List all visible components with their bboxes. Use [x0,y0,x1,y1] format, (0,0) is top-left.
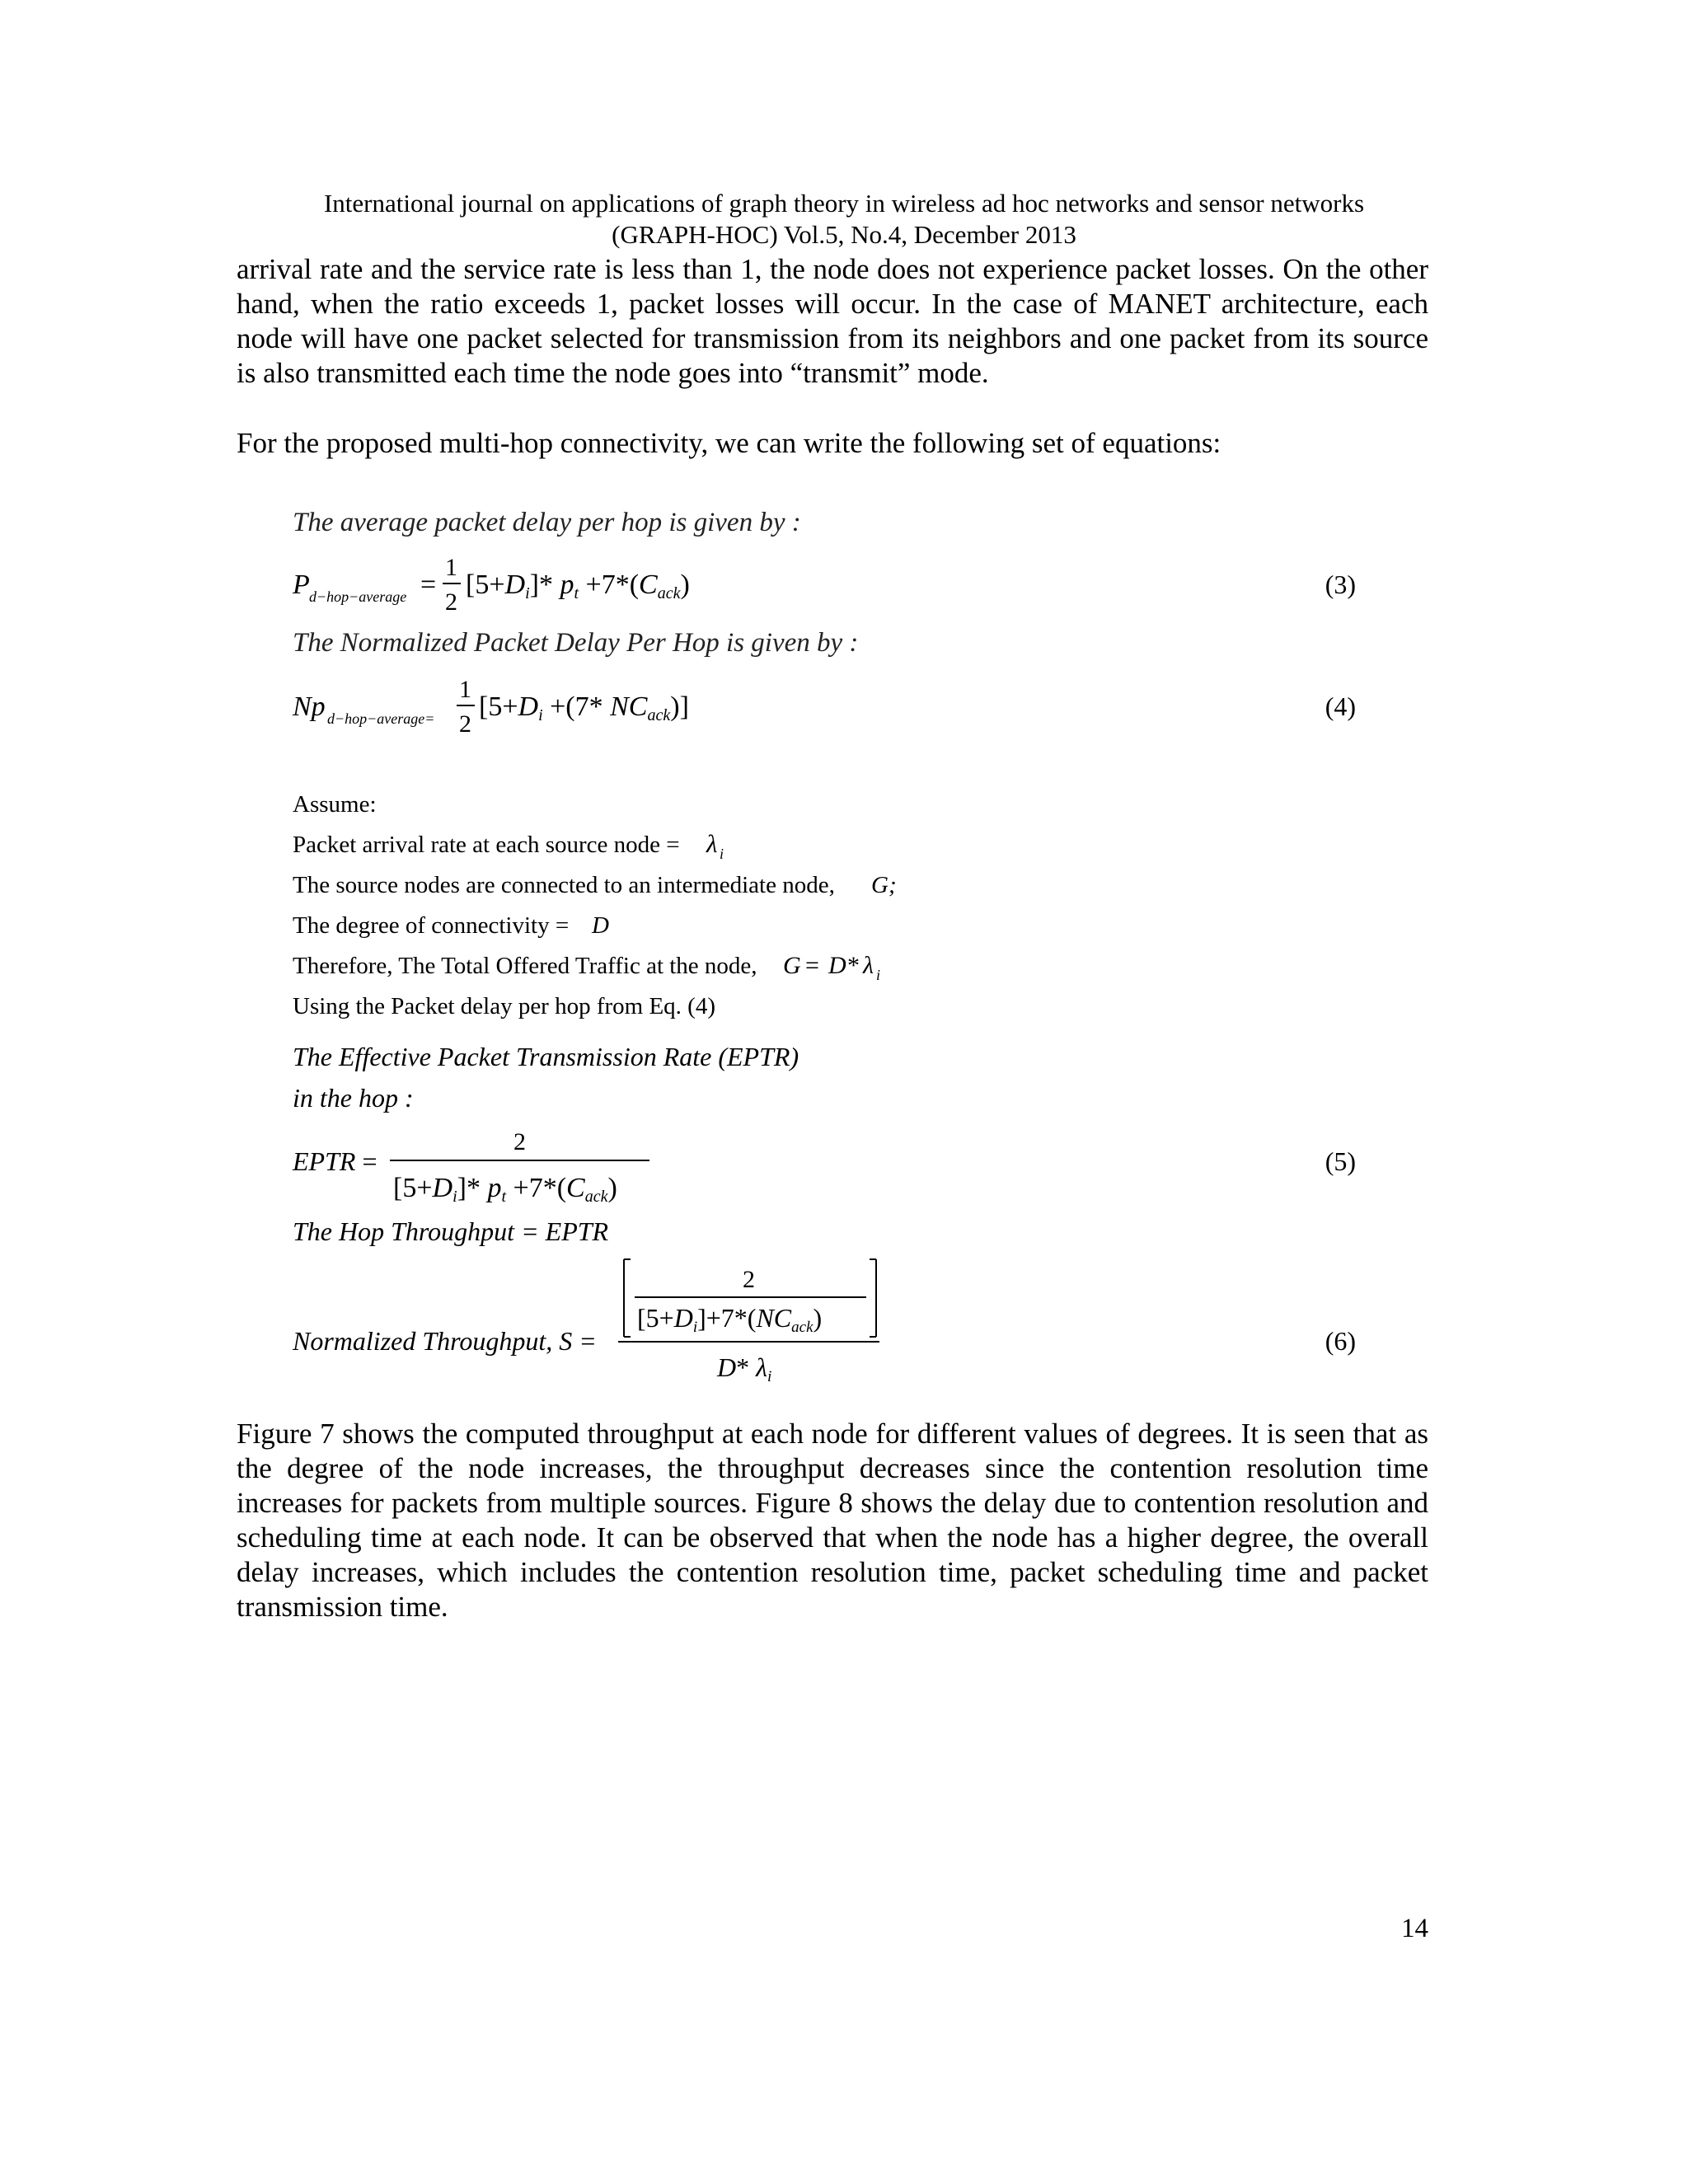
svg-text:=: = [420,569,437,600]
normalized-throughput-label: Normalized Throughput, S = [293,1326,597,1356]
svg-text:D: D [828,952,846,979]
eptr-intro-line2: in the hop : [293,1083,414,1113]
svg-text:1: 1 [459,676,471,703]
svg-text:P: P [293,569,310,600]
svg-text:G: G [783,952,801,979]
equations-block [284,494,1389,1393]
svg-text:i: i [720,846,724,862]
using-delay-note: Using the Packet delay per hop from Eq. (4) [293,993,715,1019]
eq6-number: (6) [1325,1326,1356,1356]
journal-header-line1: International journal on applications of graph theory in wireless ad hoc networks and sensor networks [323,189,1365,218]
svg-text:[5+Di]+7*(NCack): [5+Di]+7*(NCack) [637,1303,823,1336]
equation-5 [292,1128,649,1206]
svg-text:Therefore, The Total Offered T: Therefore, The Total Offered Traffic at the node, [293,953,757,979]
page-number: 14 [1401,1914,1428,1943]
avg-delay-intro: The average packet delay per hop is given by : [293,508,801,537]
svg-text:The degree of connectivity =: The degree of connectivity = [293,912,570,939]
svg-text:d−hop−average: d−hop−average [309,588,407,605]
svg-text:[5+Di]* pt +7*(Cack): [5+Di]* pt +7*(Cack) [466,569,690,602]
equation-4 [292,676,689,738]
equation-3 [292,554,690,616]
assumption-intermediate-node [293,872,897,898]
assumption-degree [293,912,609,939]
paragraph-figure-discussion: Figure 7 shows the computed throughput at each node for different values of degrees. It is seen that as the degree of the node increases, the throughput decreases since the contention resolution time increases for packets from multiple sources. Figure 8 shows the delay due to contention resolution and scheduling time at each node. It can be observed that when the node has a higher degree, the overall delay increases, which includes the contention resolution time, packet scheduling time and packet transmission time. [237,1418,1428,1623]
eq3-number: (3) [1325,569,1356,599]
svg-text:1: 1 [445,554,457,581]
assumption-arrival-rate [293,829,724,862]
svg-text:=: = [805,952,819,979]
svg-text:2: 2 [459,710,471,738]
paragraph-equations-intro: For the proposed multi-hop connectivity, we can write the following set of equations: [237,427,1221,459]
svg-text:Packet arrival rate at each so: Packet arrival rate at each source node = [293,832,680,858]
svg-text:D* λi: D* λi [717,1352,772,1385]
equation-6 [618,1259,879,1385]
svg-text:*: * [847,952,860,979]
svg-text:d−hop−average=: d−hop−average= [327,710,435,727]
svg-text:λ: λ [863,952,874,979]
svg-text:D: D [592,912,609,939]
hop-throughput-line: The Hop Throughput = EPTR [293,1216,609,1246]
assume-label: Assume: [293,791,377,818]
svg-text:G;: G; [871,872,897,898]
assumption-total-traffic [293,952,880,983]
svg-text:Np: Np [293,691,326,722]
svg-text:[5+Di +(7* NCack)]: [5+Di +(7* NCack)] [479,691,689,724]
svg-text:[5+Di]* pt +7*(Cack): [5+Di]* pt +7*(Cack) [393,1173,617,1206]
svg-text:λ: λ [706,829,718,858]
journal-header-line2: (GRAPH-HOC) Vol.5, No.4, December 2013 [612,220,1076,249]
eq5-number: (5) [1325,1146,1356,1176]
paragraph-arrival-rate: arrival rate and the service rate is less than 1, the node does not experience packet losses. On the other hand, when the ratio exceeds 1, packet losses will occur. In the case of MANET architecture, each node will have one packet selected for transmission from its neighbors and one packet from its source is also transmitted each time the node goes into “transmit” mode. [237,253,1428,389]
norm-delay-intro: The Normalized Packet Delay Per Hop is given by : [293,628,859,658]
eptr-intro-line1: The Effective Packet Transmission Rate (EPTR) [293,1042,799,1071]
svg-text:The source nodes are connected: The source nodes are connected to an intermediate node, [293,872,835,898]
svg-text:i: i [876,967,881,983]
svg-text:2: 2 [513,1128,526,1155]
svg-text:2: 2 [743,1266,755,1293]
eq4-number: (4) [1325,691,1356,721]
svg-text:EPTR =: EPTR = [293,1146,377,1176]
svg-text:2: 2 [445,588,457,616]
